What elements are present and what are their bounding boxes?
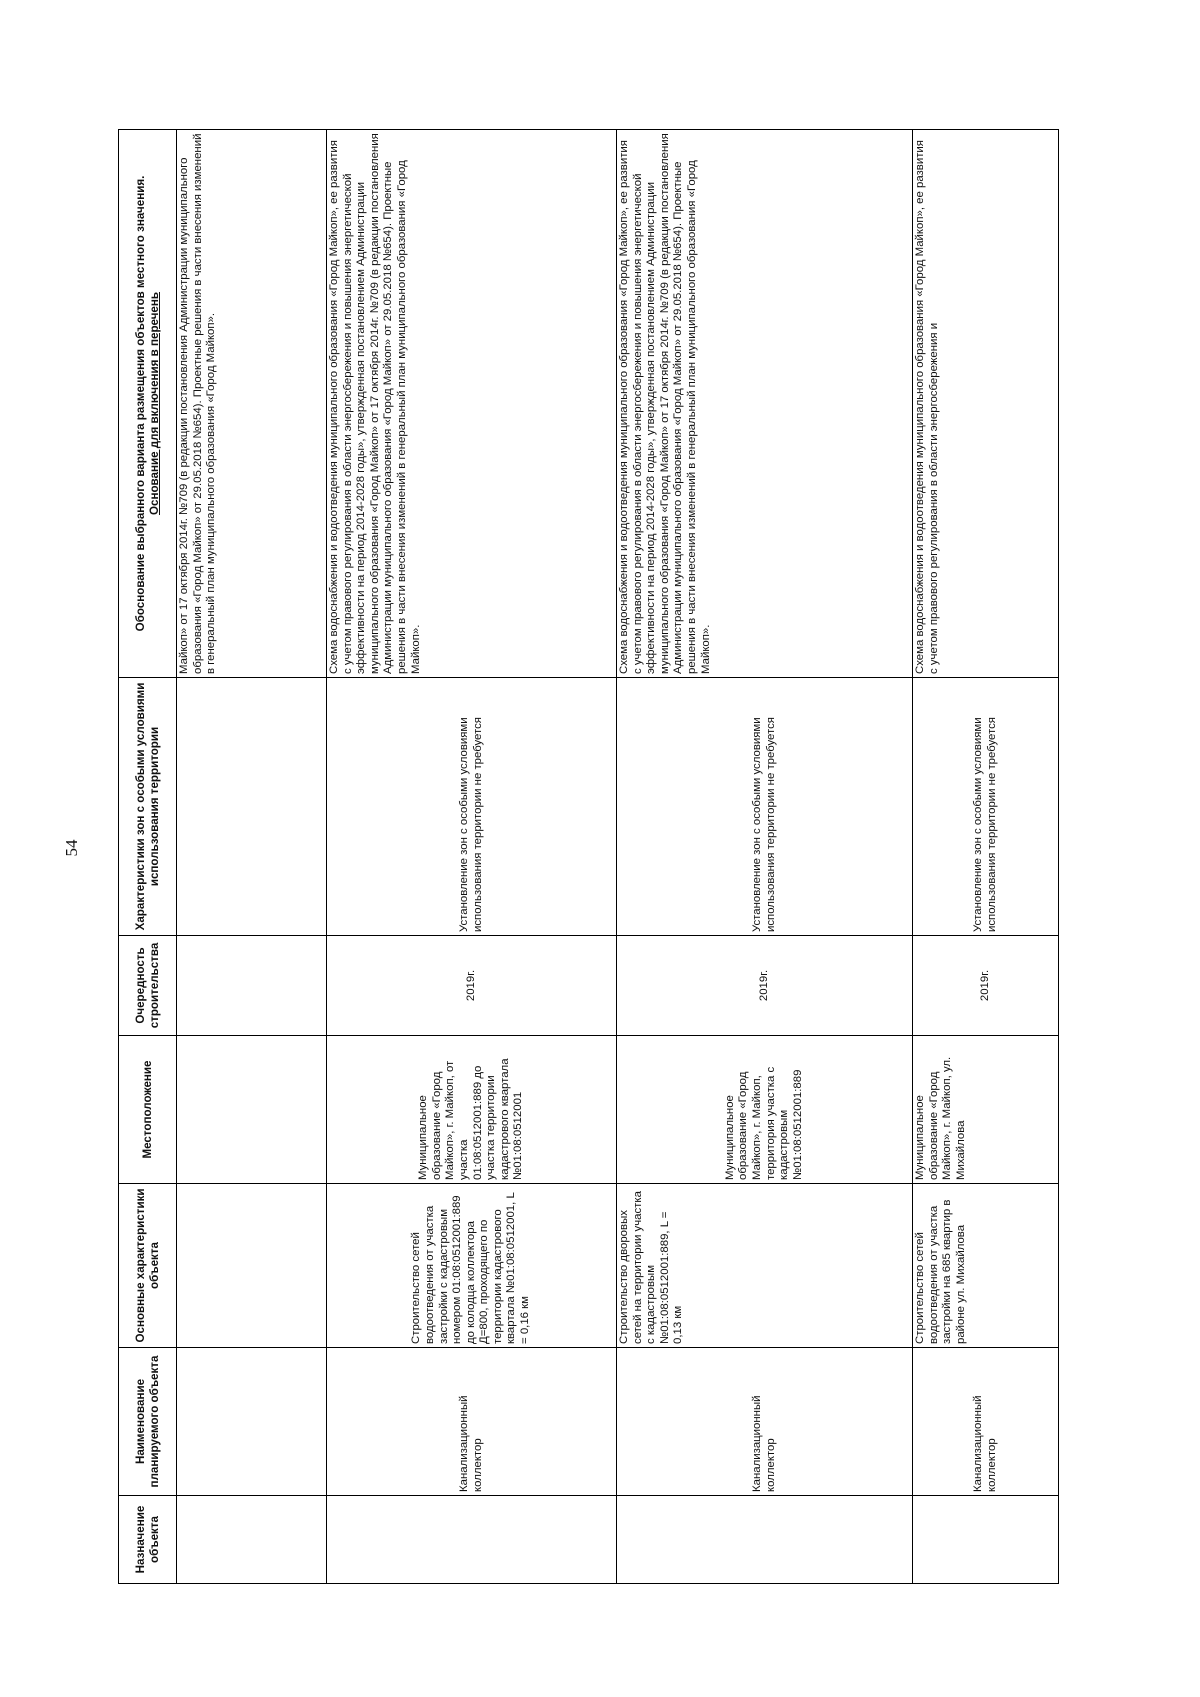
cell-zones: Установление зон с особыми условиями использования территории не требуется <box>327 678 617 936</box>
cell-justification: Схема водоснабжения и водоотведения муниципального образования «Город Майкоп», ее развития с учетом правового регулирования в области энергосбережения и повышения энергетической эффективности на период 2014-2028 годы», утвержденная постановлением Администрации муниципального образования «Город Майкоп» от 17 октября 2014г. №709 (в редакции постановления Администрации муниципального образования «Город Майкоп» от 29.05.2018 №654). Проектные решения в части внесения изменений в генеральный план муниципального образования «Город Майкоп». <box>617 130 913 678</box>
cell-stage: 2019г. <box>617 936 913 1036</box>
header-justification <box>119 130 177 678</box>
cell-characteristics: Строительство сетей водоотведения от участка застройки на 685 квартир в районе ул. Михайлова <box>913 1184 1059 1348</box>
header-location: Местоположение <box>119 1036 177 1184</box>
cell-characteristics: Строительство дворовых сетей на территории участка с кадастровым №01:08:0512001:889, L = 0,13 км <box>617 1184 913 1348</box>
cell-location <box>177 1036 327 1184</box>
cell-location: Муниципальное образование «Город Майкоп», г. Майкоп, ул. Михайлова <box>913 1036 1059 1184</box>
header-name: Наименование планируемого объекта <box>119 1348 177 1496</box>
cell-name: Канализационный коллектор <box>617 1348 913 1496</box>
table-row <box>327 130 617 1584</box>
cell-stage <box>177 936 327 1036</box>
cell-zones: Установление зон с особыми условиями использования территории не требуется <box>617 678 913 936</box>
cell-location: Муниципальное образование «Город Майкоп», г. Майкоп, от участка 01:08:0512001:889 до участка территории кадастрового квартала №01:08:0512001 <box>327 1036 617 1184</box>
header-purpose: Назначение объекта <box>119 1496 177 1584</box>
cell-justification: Схема водоснабжения и водоотведения муниципального образования «Город Майкоп», ее развития с учетом правового регулирования в области энергосбережения и повышения энергетической эффективности на период 2014-2028 годы», утвержденная постановлением Администрации муниципального образования «Город Майкоп» от 17 октября 2014г. №709 (в редакции постановления Администрации муниципального образования «Город Майкоп» от 29.05.2018 №654). Проектные решения в части внесения изменений в генеральный план муниципального образования «Город Майкоп». <box>327 130 617 678</box>
cell-location: Муниципальное образование «Город Майкоп», г. Майкоп, территория участка с кадастровым №01:08:0512001:889 <box>617 1036 913 1184</box>
cell-name: Канализационный коллектор <box>327 1348 617 1496</box>
cell-stage: 2019г. <box>327 936 617 1036</box>
cell-name: Канализационный коллектор <box>913 1348 1059 1496</box>
cell-purpose <box>327 1496 617 1584</box>
cell-zones: Установление зон с особыми условиями использования территории не требуется <box>913 678 1059 936</box>
cell-purpose <box>617 1496 913 1584</box>
cell-stage: 2019г. <box>913 936 1059 1036</box>
cell-purpose <box>177 1496 327 1584</box>
header-stage: Очередность строительства <box>119 936 177 1036</box>
header-justification-subtitle: Основание для включения в перечень <box>147 291 161 516</box>
table-row <box>913 130 1059 1584</box>
header-zones: Характеристики зон с особыми условиями использования территории <box>119 678 177 936</box>
page-number: 54 <box>62 839 81 857</box>
rotated-table-wrapper <box>118 130 1058 1584</box>
cell-justification: Схема водоснабжения и водоотведения муниципального образования «Город Майкоп», ее развития с учетом правового регулирования в области энергосбережения и <box>913 130 1059 678</box>
cell-zones <box>177 678 327 936</box>
objects-table <box>118 129 1059 1584</box>
cell-characteristics <box>177 1184 327 1348</box>
table-header-row <box>119 130 177 1584</box>
cell-justification: Майкоп» от 17 октября 2014г. №709 (в редакции постановления Администрации муниципального образования «Город Майкоп» от 29.05.2018 №654). Проектные решения в части внесения изменений в генеральный план муниципального образования «Город Майкоп». <box>177 130 327 678</box>
cell-purpose <box>913 1496 1059 1584</box>
header-characteristics: Основные характеристики объекта <box>119 1184 177 1348</box>
table-row <box>617 130 913 1584</box>
cell-name <box>177 1348 327 1496</box>
cell-characteristics: Строительство сетей водоотведения от участка застройки с кадастровым номером 01:08:0512001:889 до колодца коллектора Д=800, проходящего по территории кадастрового квартала №01:08:0512001, L = 0,16 км <box>327 1184 617 1348</box>
header-justification-title: Обоснование выбранного варианта размещения объектов местного значения. <box>133 175 147 632</box>
table-row <box>177 130 327 1584</box>
